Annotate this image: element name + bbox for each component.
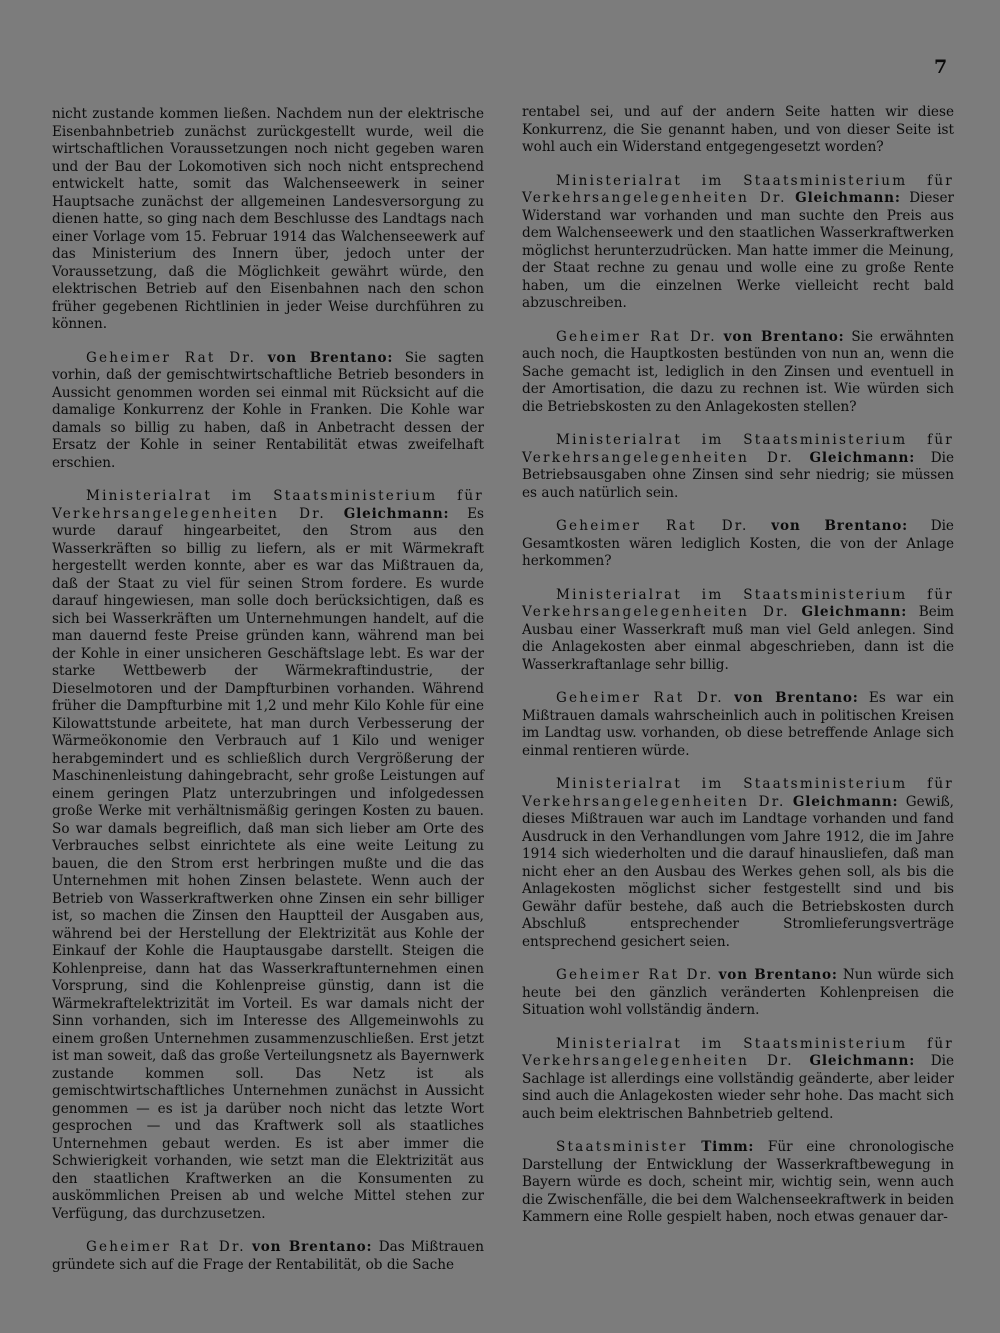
speaker-name: Gleichmann: (343, 505, 450, 522)
paragraph-text: Die Sachlage ist allerdings eine vollständig geänderte, aber leider sind auch die Anlagekosten wieder sehr hohe. Das macht sich auch beim elektrischen Bahnbetrieb geltend. (522, 1053, 954, 1122)
paragraph-text: Gewiß, dieses Mißtrauen war auch im Landtage vorhanden und fand Ausdruck in den Verhandlungen vom Jahre 1912, die im Jahre 1914 sich wiederholten und die darauf hinausliefen, daß man nicht eher an den Ausbau des Werkes gehen soll, als bis die Anlagekosten möglichst sicher festgestellt sind und bis Gewähr dafür bestehe, daß auch die Betriebskosten durch Abschluß entsprechender Stromlieferungsverträge entsprechend gesichert seien. (522, 793, 955, 950)
speaker-title: Geheimer Rat Dr. (86, 1239, 246, 1255)
paragraph-text: Für eine chronologische Darstellung der Entwicklung der Wasserkraftbewegung in Bayern würde es doch, scheint mir, wichtig sein, wenn auch die Zwischenfälle, die bei dem Walchenseekraftwerk in beiden Kammern eine Rolle gespielt haben, noch etwas genauer dar- (522, 1139, 955, 1225)
left-column (52, 106, 484, 1274)
paragraph (52, 1239, 484, 1274)
paragraph-text: Das Mißtrauen gründete sich auf die Frage der Rentabilität, ob die Sache (52, 1239, 484, 1273)
speaker-title: Geheimer Rat Dr. (86, 349, 257, 366)
paragraph (522, 104, 954, 157)
paragraph (52, 350, 484, 473)
paragraph (522, 690, 954, 760)
paragraph-text: Sie erwähnten auch noch, die Hauptkosten bestünden von nun an, wenn die Sache gemacht ist, lediglich in den Zinsen und eventuell in der Amortisation, die dazu zu rechnen ist. Wie würden sich die Betriebskosten zu den Anlagekosten stellen? (522, 328, 954, 415)
speaker-title: Ministerialrat im Staatsministerium für Verkehrsangelegenheiten Dr. (522, 1035, 954, 1069)
paragraph-text: rentabel sei, und auf der andern Seite hatten wir diese Konkurrenz, die Sie genannt haben, und von dieser Seite ist wohl auch ein Widerstand entgegengesetzt worden? (522, 104, 954, 155)
paragraph (522, 776, 954, 951)
speaker-name: von Brentano: (723, 328, 845, 345)
paragraph (522, 1139, 954, 1227)
paragraph-text: Nun würde sich heute bei den gänzlich veränderten Kohlenpreisen die Situation wohl vollständig ändern. (522, 967, 954, 1018)
speaker-name: von Brentano: (718, 967, 838, 983)
speaker-title: Staatsminister (556, 1139, 688, 1155)
paragraph-text: Dieser Widerstand war vorhanden und man suchte den Preis aus dem Walchenseewerk und den staatlichen Wasserkraftwerken möglichst herunterzudrücken. Man hatte immer die Meinung, der Staat rechne zu genau und wolle eine zu große Rente haben, um die einzelnen Werke vielleicht recht bald abzuschreiben. (522, 190, 954, 311)
paragraph-text: Sie sagten vorhin, daß der gemischtwirtschaftliche Betrieb besonders in Aussicht genommen worden sei einmal mit Rücksicht auf die damalige Konkurrenz der Kohle in Franken. Die Kohle war damals so billig zu haben, daß in Anbetracht dessen der Ersatz der Kohle in seiner Rentabilität etwas zweifelhaft erschien. (52, 349, 485, 471)
paragraph-text: Es wurde darauf hingearbeitet, den Strom aus den Wasserkräften so billig zu liefern, als er mit Wärmekraft hergestellt werden konnte, aber es war das Mißtrauen da, daß der Staat zu viel für seinen Strom fordere. Es wurde darauf hingewiesen, man solle doch berücksichtigen, daß es sich bei Wasserkräften um Unternehmungen handelt, auf die man dauernd feste Preise gründen kann, während man bei der Kohle in einer unsicheren Geschäftslage lebt. Es war der starke Wettbewerb der Wärmekraftindustrie, der Dieselmotoren und der Dampfturbinen vorhanden. Während früher die Dampfturbine mit 1,2 und mehr Kilo Kohle für eine Kilowattstunde arbeitete, hat man durch Verbesserung der Wärmeökonomie den Verbrauch auf 1 Kilo und weniger herabgemindert und es schließlich durch Vergrößerung der Maschinenleistung dahingebracht, sehr große Leistungen auf einem geringen Platz unterzubringen und infolgedessen große Werke mit verhältnismäßig geringen Kosten zu bauen. So war damals begreiflich, daß man sich lieber am Orte des Verbrauches selbst einrichtete als eine weite Leitung zu bauen, die den Strom erst herbringen mußte und die das Unternehmen mit hohen Zinsen belastete. Wenn auch der Betrieb von Wasserkraftwerken ohne Zinsen ein sehr billiger ist, so machen die Zinsen den Hauptteil der Ausgaben aus, während bei der Herstellung der Elektrizität aus Kohle der Einkauf der Kohle die Hauptausgabe darstellt. Steigen die Kohlenpreise, dann hat das Wasserkraftunternehmen einen Vorsprung, sind die Kohlenpreise günstig, dann ist die Wärmekraftelektrizität im Vorteil. Es war damals nicht der Sinn vorhanden, sich im Interesse des Allgemeinwohls zu einem großen Unternehmen zusammenzuschließen. Erst jetzt ist man soweit, daß das große Verteilungsnetz als Bayernwerk zustande kommen soll. Das Netz ist als gemischtwirtschaftliches Unternehmen zunächst in Aussicht genommen — es ist ja darüber noch nicht das letzte Wort gesprochen — und das Kraftwerk soll als staatliches Unternehmen gebaut werden. Es ist aber immer die Schwierigkeit vorhanden, wie setzt man die Elektrizität aus den staatlichen Kraftwerken an die Konsumenten zu auskömmlichen Preisen ab und welche Mittel stehen zur Verfügung, das durchzusetzen. (52, 505, 484, 1222)
paragraph-text: Beim Ausbau einer Wasserkraft muß man viel Geld anlegen. Sind die Anlagekosten aber einmal abgeschrieben, dann ist die Wasserkraftanlage sehr billig. (522, 604, 954, 673)
paragraph (522, 587, 954, 675)
speaker-name: Gleichmann: (809, 449, 916, 466)
speaker-name: von Brentano: (252, 1239, 373, 1255)
speaker-title: Ministerialrat im Staatsministerium für Verkehrsangelegenheiten Dr. (52, 488, 484, 522)
speaker-title: Geheimer Rat Dr. (556, 328, 717, 345)
paragraph (522, 518, 954, 571)
speaker-name: Gleichmann: (792, 793, 899, 810)
speaker-title: Ministerialrat im Staatsministerium für Verkehrsangelegenheiten Dr. (522, 586, 954, 620)
speaker-title: Ministerialrat im Staatsministerium für Verkehrsangelegenheiten Dr. (522, 432, 954, 466)
speaker-name: Gleichmann: (801, 604, 908, 620)
speaker-name: Gleichmann: (795, 190, 901, 206)
speaker-name: von Brentano: (267, 349, 394, 366)
paragraph-text: Die Betriebsausgaben ohne Zinsen sind sehr niedrig; sie müssen es auch natürlich sein. (522, 449, 954, 501)
paragraph (522, 173, 954, 313)
paragraph (522, 967, 954, 1020)
right-column (522, 104, 954, 1227)
paragraph-text: nicht zustande kommen ließen. Nachdem nun der elektrische Eisenbahnbetrieb zunächst zurückgestellt wurde, weil die wirtschaftlichen Voraussetzungen noch nicht gegeben waren und der Bau der Lokomotiven sich noch nicht entsprechend entwickelt hatte, somit das Walchenseewerk in seiner Hauptsache zunächst der allgemeinen Landesversorgung zu dienen hatte, so ging nach dem Beschlusse des Landtags nach einer Vorlage vom 15. Februar 1914 das Walchenseewerk auf das Ministerium des Innern über, jedoch unter der Voraussetzung, daß die Möglichkeit gewährt würde, den elektrischen Betrieb auf den Eisenbahnen nach den schon früher gegebenen Richtlinien in jeder Weise durchführen zu können. (52, 106, 484, 332)
speaker-title: Geheimer Rat Dr. (556, 967, 714, 983)
speaker-title: Ministerialrat im Staatsministerium für Verkehrsangelegenheiten Dr. (522, 172, 954, 206)
speaker-name: Timm: (701, 1139, 755, 1155)
paragraph (522, 1036, 954, 1124)
paragraph (522, 329, 954, 417)
speaker-title: Ministerialrat im Staatsministerium für Verkehrsangelegenheiten Dr. (522, 776, 954, 810)
page-number: 7 (934, 56, 948, 78)
speaker-name: von Brentano: (734, 690, 859, 706)
paragraph (52, 488, 484, 1223)
paragraph (522, 432, 954, 502)
paragraph-text: Die Gesamtkosten wären lediglich Kosten, die von der Anlage herkommen? (522, 518, 954, 569)
speaker-name: Gleichmann: (809, 1053, 916, 1069)
speaker-title: Geheimer Rat Dr. (556, 518, 749, 534)
speaker-name: von Brentano: (771, 518, 908, 534)
paragraph (52, 106, 484, 334)
speaker-title: Geheimer Rat Dr. (556, 690, 724, 706)
paragraph-text: Es war ein Mißtrauen damals wahrscheinlich auch in politischen Kreisen im Landtag usw. vorhanden, ob diese betreffende Anlage sich einmal rentieren würde. (522, 690, 954, 759)
